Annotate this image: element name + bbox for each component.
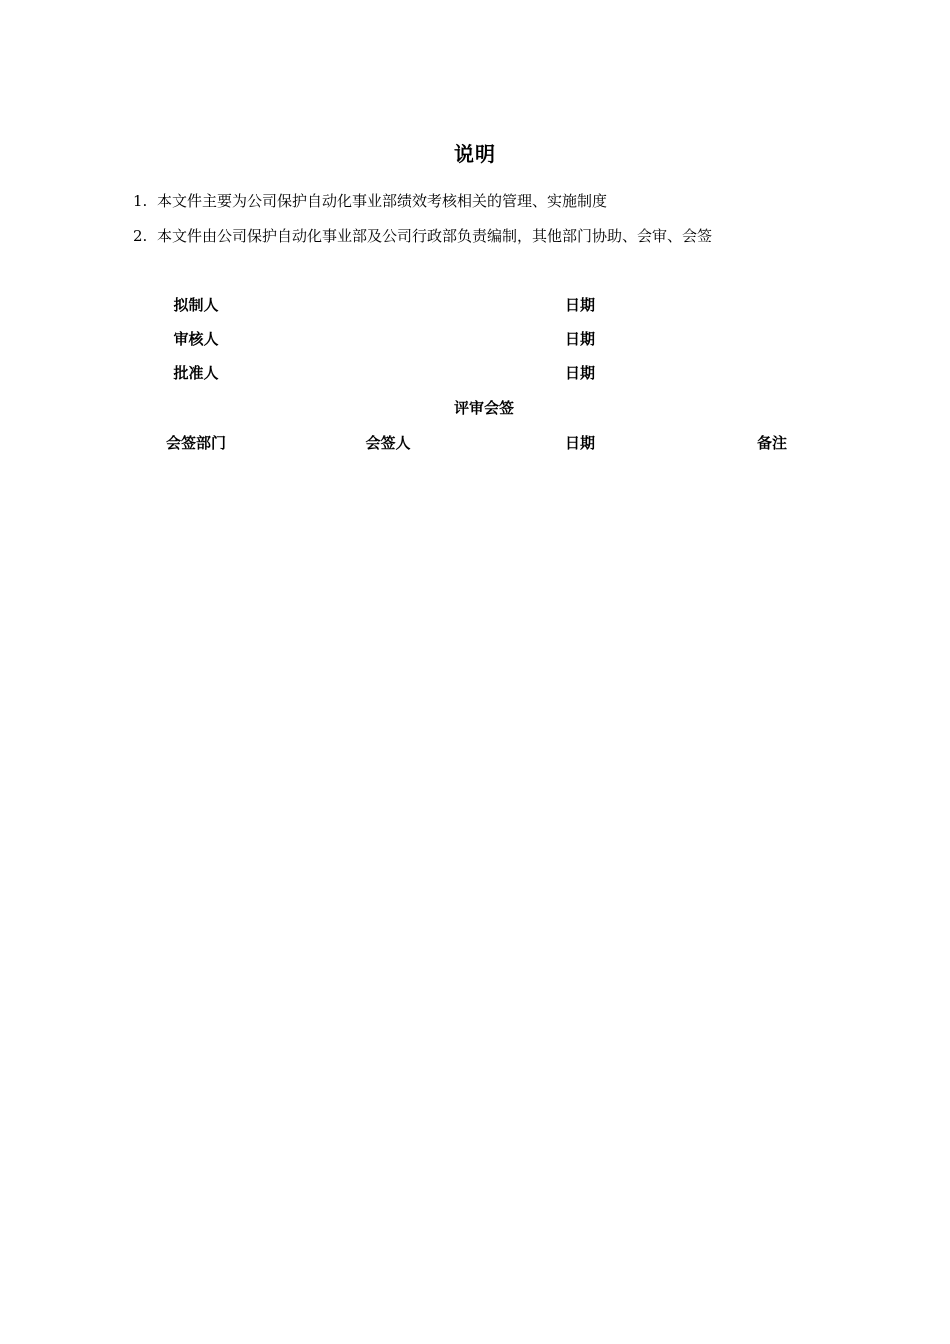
note-text: 本文件主要为公司保护自动化事业部绩效考核相关的管理、实施制度 <box>157 192 608 210</box>
countersign-header-date: 日期 <box>564 434 595 452</box>
countersign-header-department: 会签部门 <box>165 434 226 452</box>
approver-label: 批准人 <box>173 364 219 382</box>
note-item-1 <box>133 190 607 211</box>
reviewer-label: 审核人 <box>173 330 219 348</box>
approver-date-label: 日期 <box>564 364 595 382</box>
countersign-header-signer: 会签人 <box>365 434 411 452</box>
drafter-label: 拟制人 <box>173 296 219 314</box>
reviewer-date-label: 日期 <box>564 330 595 348</box>
countersign-header-remarks: 备注 <box>756 434 787 452</box>
note-item-2 <box>133 225 712 246</box>
page-title: 说明 <box>454 142 496 166</box>
note-number: 1. <box>133 192 148 210</box>
drafter-date-label: 日期 <box>564 296 595 314</box>
note-number: 2. <box>133 227 148 245</box>
note-text: 本文件由公司保护自动化事业部及公司行政部负责编制，其他部门协助、会审、会签 <box>157 227 713 245</box>
countersign-heading: 评审会签 <box>453 399 514 417</box>
